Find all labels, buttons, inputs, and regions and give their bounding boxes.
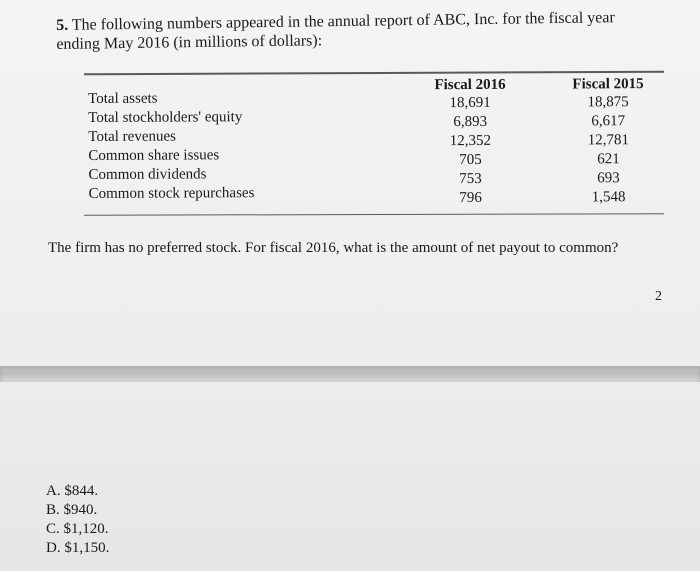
- page-number: 2: [655, 289, 662, 304]
- table-cell: 753: [459, 170, 482, 188]
- column-header: Fiscal 2016: [434, 76, 506, 94]
- page-fold: [0, 366, 700, 382]
- table-bottom-rule: [84, 213, 664, 216]
- row-label: Common stock repurchases: [88, 185, 255, 202]
- row-label: Total stockholders' equity: [88, 109, 243, 126]
- column-fiscal-2015: [558, 75, 659, 208]
- column-header: Fiscal 2015: [572, 76, 644, 93]
- table-cell: 693: [597, 170, 620, 187]
- table-cell: 705: [459, 151, 482, 169]
- row-labels: [88, 89, 254, 204]
- table-cell: 6,617: [591, 113, 626, 130]
- table-cell: 621: [597, 151, 620, 168]
- table-cell: 12,352: [449, 132, 492, 150]
- row-label: Total revenues: [88, 128, 177, 145]
- question-prompt: The firm has no preferred stock. For fiscal 2016, what is the amount of net payout to common?: [48, 240, 619, 256]
- row-label: Total assets: [88, 90, 158, 107]
- row-label: Common share issues: [88, 147, 220, 164]
- answer-option-c: C. $1,120.: [46, 521, 109, 537]
- question-text: The following numbers appeared in the annual report of ABC, Inc. for the fiscal year ending May 2016 (in millions of dollars):: [56, 9, 615, 53]
- question-heading: [56, 8, 656, 54]
- table-cell: 6,893: [453, 113, 488, 131]
- column-fiscal-2016: [420, 76, 521, 209]
- answer-option-d: D. $1,150.: [46, 540, 110, 556]
- answer-option-a: A. $844.: [46, 483, 99, 499]
- table-cell: 18,691: [449, 94, 491, 112]
- table-cell: 1,548: [591, 189, 626, 206]
- answer-option-b: B. $940.: [46, 502, 98, 518]
- question-number: 5.: [56, 16, 69, 34]
- table-cell: 18,875: [587, 94, 629, 111]
- table-cell: 12,781: [587, 132, 629, 149]
- table-cell: 796: [459, 189, 482, 207]
- answer-options: [46, 482, 109, 558]
- financial-table: [88, 75, 669, 210]
- row-label: Common dividends: [88, 166, 207, 183]
